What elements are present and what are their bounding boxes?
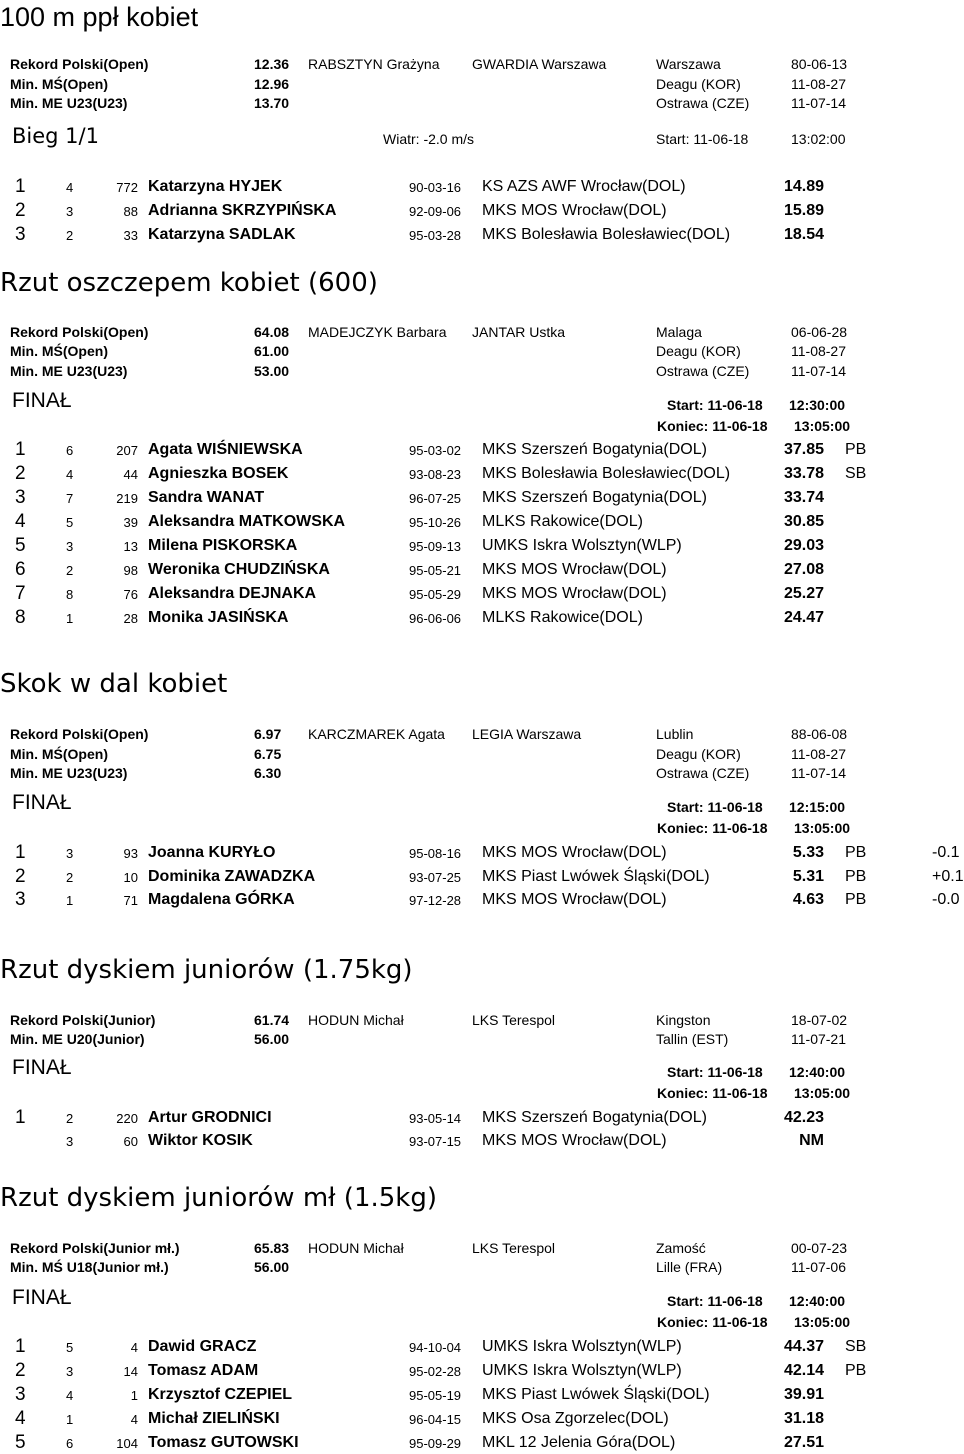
result-value: 5.33 xyxy=(792,844,824,861)
result-name: Tomasz ADAM xyxy=(148,1362,259,1379)
result-value: 18.54 xyxy=(783,226,824,243)
record-place: Zamość xyxy=(656,1240,706,1256)
result-lane: 2 xyxy=(66,870,74,885)
record-holder: RABSZTYN Grażyna xyxy=(308,56,440,72)
result-bib: 88 xyxy=(123,204,138,219)
result-dob: 96-04-15 xyxy=(409,1412,462,1427)
result-lane: 2 xyxy=(66,228,74,243)
result-club: UMKS Iskra Wolsztyn(WLP) xyxy=(482,1338,682,1355)
record-label: Min. ME U23(U23) xyxy=(10,95,128,111)
result-value: 27.08 xyxy=(783,561,824,578)
result-dob: 92-09-06 xyxy=(409,204,462,219)
result-bib: 28 xyxy=(123,611,138,626)
round-title: FINAŁ xyxy=(12,389,72,412)
record-date: 11-07-14 xyxy=(791,765,847,781)
result-value: 15.89 xyxy=(783,202,824,219)
result-lane: 1 xyxy=(66,893,74,908)
record-result: 6.30 xyxy=(254,765,282,781)
result-place: 2 xyxy=(15,463,26,484)
end-time: 13:05:00 xyxy=(794,1085,851,1101)
record-result: 12.36 xyxy=(254,56,290,72)
end-time: 13:05:00 xyxy=(794,820,851,836)
result-dob: 95-02-28 xyxy=(409,1364,462,1379)
record-holder: KARCZMAREK Agata xyxy=(308,726,445,742)
result-note: PB xyxy=(845,868,867,885)
result-name: Joanna KURYŁO xyxy=(148,844,276,861)
record-result: 6.97 xyxy=(254,726,282,742)
event-title: Rzut oszczepem kobiet (600) xyxy=(0,268,378,298)
result-dob: 95-09-29 xyxy=(409,1436,462,1451)
result-club: MKS Szerszeń Bogatynia(DOL) xyxy=(482,1109,707,1126)
result-lane: 1 xyxy=(66,1412,74,1427)
start-label: Start: 11-06-18 xyxy=(656,131,749,147)
round-title: FINAŁ xyxy=(12,1286,72,1309)
result-place: 2 xyxy=(15,1360,26,1381)
result-name: Magdalena GÓRKA xyxy=(148,891,295,908)
start-time: 12:15:00 xyxy=(789,799,846,815)
record-label: Rekord Polski(Open) xyxy=(10,726,149,742)
result-value: 14.89 xyxy=(783,178,824,195)
result-lane: 4 xyxy=(66,1388,74,1403)
result-bib: 220 xyxy=(116,1111,138,1126)
record-date: 11-07-21 xyxy=(791,1031,847,1047)
record-date: 11-07-14 xyxy=(791,95,847,111)
result-place: 5 xyxy=(15,535,26,556)
record-holder: HODUN Michał xyxy=(308,1240,404,1256)
record-place: Deagu (KOR) xyxy=(656,343,741,359)
result-dob: 94-10-04 xyxy=(409,1340,462,1355)
record-date: 11-08-27 xyxy=(791,343,847,359)
result-note: PB xyxy=(845,441,867,458)
result-place: 1 xyxy=(15,1336,26,1357)
start-time: 12:30:00 xyxy=(789,397,846,413)
record-label: Min. ME U23(U23) xyxy=(10,765,128,781)
result-bib: 33 xyxy=(123,228,138,243)
result-dob: 95-05-19 xyxy=(409,1388,462,1403)
result-club: MLKS Rakowice(DOL) xyxy=(482,513,643,530)
result-name: Milena PISKORSKA xyxy=(148,537,298,554)
result-club: MKS Szerszeń Bogatynia(DOL) xyxy=(482,489,707,506)
result-lane: 6 xyxy=(66,443,74,458)
end-label: Koniec: 11-06-18 xyxy=(657,418,768,434)
result-lane: 1 xyxy=(66,611,74,626)
result-club: UMKS Iskra Wolsztyn(WLP) xyxy=(482,537,682,554)
record-label: Min. MŚ U18(Junior mł.) xyxy=(10,1259,169,1275)
result-club: MKS Bolesławia Bolesławiec(DOL) xyxy=(482,226,731,243)
result-dob: 95-09-13 xyxy=(409,539,462,554)
record-date: 11-08-27 xyxy=(791,746,847,762)
end-label: Koniec: 11-06-18 xyxy=(657,1085,768,1101)
record-label: Min. MŚ(Open) xyxy=(10,76,108,92)
result-place: 2 xyxy=(15,866,26,887)
record-holder: HODUN Michał xyxy=(308,1012,404,1028)
round-title: FINAŁ xyxy=(12,1056,72,1079)
record-place: Deagu (KOR) xyxy=(656,76,741,92)
result-club: MKS MOS Wrocław(DOL) xyxy=(482,844,667,861)
result-bib: 1 xyxy=(130,1388,138,1403)
record-date: 06-06-28 xyxy=(791,324,848,340)
record-place: Deagu (KOR) xyxy=(656,746,741,762)
record-result: 12.96 xyxy=(254,76,290,92)
result-bib: 219 xyxy=(116,491,138,506)
result-lane: 6 xyxy=(66,1436,74,1451)
result-note: SB xyxy=(845,1338,867,1355)
result-dob: 95-03-28 xyxy=(409,228,462,243)
result-club: MKS Szerszeń Bogatynia(DOL) xyxy=(482,441,707,458)
end-time: 13:05:00 xyxy=(794,418,851,434)
result-lane: 3 xyxy=(66,1134,74,1149)
record-place: Ostrawa (CZE) xyxy=(656,363,750,379)
record-result: 65.83 xyxy=(254,1240,290,1256)
record-date: 18-07-02 xyxy=(791,1012,848,1028)
result-place: 4 xyxy=(15,511,26,532)
end-label: Koniec: 11-06-18 xyxy=(657,820,768,836)
result-name: Katarzyna SADLAK xyxy=(148,226,296,243)
record-result: 56.00 xyxy=(254,1031,290,1047)
result-dob: 95-05-29 xyxy=(409,587,462,602)
result-place: 7 xyxy=(15,583,26,604)
result-value: 27.51 xyxy=(783,1434,824,1451)
result-value: 33.78 xyxy=(783,465,824,482)
record-place: Warszawa xyxy=(656,56,721,72)
event-title: Rzut dyskiem juniorów (1.75kg) xyxy=(0,955,413,985)
result-wind: -0.1 xyxy=(932,844,960,861)
result-bib: 104 xyxy=(116,1436,138,1451)
result-dob: 97-12-28 xyxy=(409,893,462,908)
result-bib: 71 xyxy=(123,893,138,908)
result-name: Agnieszka BOSEK xyxy=(148,465,289,482)
result-wind: +0.1 xyxy=(932,868,964,885)
record-date: 00-07-23 xyxy=(791,1240,848,1256)
result-lane: 4 xyxy=(66,467,74,482)
record-date: 80-06-13 xyxy=(791,56,848,72)
start-label: Start: 11-06-18 xyxy=(667,1064,763,1080)
start-time: 12:40:00 xyxy=(789,1064,846,1080)
record-result: 53.00 xyxy=(254,363,290,379)
record-date: 11-07-14 xyxy=(791,363,847,379)
record-place: Malaga xyxy=(656,324,702,340)
result-lane: 4 xyxy=(66,180,74,195)
record-result: 61.00 xyxy=(254,343,290,359)
result-club: MKS Piast Lwówek Śląski(DOL) xyxy=(482,1386,710,1403)
record-label: Rekord Polski(Open) xyxy=(10,56,149,72)
record-club: LKS Terespol xyxy=(472,1240,556,1256)
result-name: Wiktor KOSIK xyxy=(148,1132,253,1149)
record-place: Lille (FRA) xyxy=(656,1259,723,1275)
result-bib: 4 xyxy=(130,1340,138,1355)
result-place: 5 xyxy=(15,1432,26,1453)
result-place: 3 xyxy=(15,1384,26,1405)
result-dob: 93-05-14 xyxy=(409,1111,462,1126)
result-place: 1 xyxy=(15,439,26,460)
record-result: 61.74 xyxy=(254,1012,290,1028)
result-place: 3 xyxy=(15,487,26,508)
result-lane: 5 xyxy=(66,1340,74,1355)
record-date: 11-07-06 xyxy=(791,1259,847,1275)
result-note: PB xyxy=(845,1362,867,1379)
record-result: 6.75 xyxy=(254,746,282,762)
record-label: Rekord Polski(Junior) xyxy=(10,1012,156,1028)
result-bib: 44 xyxy=(123,467,138,482)
record-place: Tallin (EST) xyxy=(656,1031,729,1047)
result-dob: 95-03-02 xyxy=(409,443,462,458)
result-value: 5.31 xyxy=(792,868,824,885)
record-place: Ostrawa (CZE) xyxy=(656,765,750,781)
event-title: Skok w dal kobiet xyxy=(0,669,228,699)
record-club: LEGIA Warszawa xyxy=(472,726,582,742)
result-name: Michał ZIELIŃSKI xyxy=(148,1410,280,1427)
start-label: Start: 11-06-18 xyxy=(667,397,763,413)
result-club: MKL 12 Jelenia Góra(DOL) xyxy=(482,1434,676,1451)
result-name: Agata WIŚNIEWSKA xyxy=(148,441,303,458)
result-bib: 772 xyxy=(116,180,138,195)
result-lane: 7 xyxy=(66,491,74,506)
result-bib: 93 xyxy=(123,846,138,861)
result-value: 44.37 xyxy=(783,1338,824,1355)
result-name: Adrianna SKRZYPIŃSKA xyxy=(148,202,337,219)
result-value: 33.74 xyxy=(783,489,824,506)
record-label: Min. MŚ(Open) xyxy=(10,343,108,359)
result-name: Krzysztof CZEPIEL xyxy=(148,1386,293,1403)
result-value: 42.23 xyxy=(783,1109,824,1126)
record-result: 56.00 xyxy=(254,1259,290,1275)
record-label: Min. ME U20(Junior) xyxy=(10,1031,145,1047)
start-label: Start: 11-06-18 xyxy=(667,1293,763,1309)
start-time: 12:40:00 xyxy=(789,1293,846,1309)
result-name: Tomasz GUTOWSKI xyxy=(148,1434,299,1451)
start-time: 13:02:00 xyxy=(791,131,846,147)
result-value: 29.03 xyxy=(783,537,824,554)
result-place: 3 xyxy=(15,224,26,245)
result-bib: 13 xyxy=(123,539,138,554)
result-dob: 93-08-23 xyxy=(409,467,462,482)
record-label: Rekord Polski(Open) xyxy=(10,324,149,340)
result-note: PB xyxy=(845,844,867,861)
result-club: MKS MOS Wrocław(DOL) xyxy=(482,202,667,219)
result-lane: 3 xyxy=(66,539,74,554)
result-name: Aleksandra MATKOWSKA xyxy=(148,513,346,530)
result-bib: 60 xyxy=(123,1134,138,1149)
result-value: 24.47 xyxy=(783,609,824,626)
record-date: 11-08-27 xyxy=(791,76,847,92)
result-value: 30.85 xyxy=(783,513,824,530)
record-place: Lublin xyxy=(656,726,694,742)
result-club: MLKS Rakowice(DOL) xyxy=(482,609,643,626)
event-title: Rzut dyskiem juniorów mł (1.5kg) xyxy=(0,1183,437,1213)
record-label: Min. ME U23(U23) xyxy=(10,363,128,379)
result-club: MKS MOS Wrocław(DOL) xyxy=(482,891,667,908)
record-club: JANTAR Ustka xyxy=(472,324,566,340)
result-dob: 90-03-16 xyxy=(409,180,462,195)
result-dob: 96-07-25 xyxy=(409,491,462,506)
result-bib: 207 xyxy=(116,443,138,458)
result-bib: 39 xyxy=(123,515,138,530)
result-club: MKS Piast Lwówek Śląski(DOL) xyxy=(482,868,710,885)
record-club: GWARDIA Warszawa xyxy=(472,56,607,72)
result-lane: 3 xyxy=(66,204,74,219)
end-label: Koniec: 11-06-18 xyxy=(657,1314,768,1330)
result-value: 4.63 xyxy=(792,891,824,908)
result-name: Artur GRODNICI xyxy=(148,1109,272,1126)
result-value: 39.91 xyxy=(783,1386,824,1403)
result-dob: 95-10-26 xyxy=(409,515,462,530)
record-place: Ostrawa (CZE) xyxy=(656,95,750,111)
result-value: NM xyxy=(799,1132,824,1149)
result-wind: -0.0 xyxy=(932,891,960,908)
end-time: 13:05:00 xyxy=(794,1314,851,1330)
result-bib: 98 xyxy=(123,563,138,578)
result-club: MKS MOS Wrocław(DOL) xyxy=(482,1132,667,1149)
result-place: 8 xyxy=(15,607,26,628)
result-bib: 10 xyxy=(123,870,138,885)
result-dob: 93-07-25 xyxy=(409,870,462,885)
result-club: MKS MOS Wrocław(DOL) xyxy=(482,585,667,602)
result-name: Dominika ZAWADZKA xyxy=(148,868,316,885)
result-name: Sandra WANAT xyxy=(148,489,265,506)
result-club: KS AZS AWF Wrocław(DOL) xyxy=(482,178,686,195)
record-holder: MADEJCZYK Barbara xyxy=(308,324,447,340)
result-lane: 3 xyxy=(66,846,74,861)
result-dob: 96-06-06 xyxy=(409,611,462,626)
result-name: Monika JASIŃSKA xyxy=(148,609,289,626)
result-lane: 2 xyxy=(66,1111,74,1126)
result-club: UMKS Iskra Wolsztyn(WLP) xyxy=(482,1362,682,1379)
record-result: 64.08 xyxy=(254,324,290,340)
round-title: Bieg 1/1 xyxy=(12,124,99,148)
result-name: Katarzyna HYJEK xyxy=(148,178,283,195)
result-place: 1 xyxy=(15,1107,26,1128)
record-club: LKS Terespol xyxy=(472,1012,556,1028)
result-dob: 95-05-21 xyxy=(409,563,462,578)
wind-info: Wiatr: -2.0 m/s xyxy=(383,131,475,147)
result-club: MKS MOS Wrocław(DOL) xyxy=(482,561,667,578)
result-place: 4 xyxy=(15,1408,26,1429)
round-title: FINAŁ xyxy=(12,791,72,814)
result-bib: 14 xyxy=(123,1364,138,1379)
result-place: 1 xyxy=(15,842,26,863)
result-place: 1 xyxy=(15,176,26,197)
record-label: Rekord Polski(Junior mł.) xyxy=(10,1240,180,1256)
record-date: 88-06-08 xyxy=(791,726,848,742)
result-name: Weronika CHUDZIŃSKA xyxy=(148,561,330,578)
result-dob: 93-07-15 xyxy=(409,1134,462,1149)
record-label: Min. MŚ(Open) xyxy=(10,746,108,762)
result-dob: 95-08-16 xyxy=(409,846,462,861)
result-name: Aleksandra DEJNAKA xyxy=(148,585,317,602)
result-lane: 3 xyxy=(66,1364,74,1379)
result-note: SB xyxy=(845,465,867,482)
result-value: 31.18 xyxy=(783,1410,824,1427)
record-place: Kingston xyxy=(656,1012,711,1028)
result-place: 2 xyxy=(15,200,26,221)
result-place: 6 xyxy=(15,559,26,580)
result-value: 25.27 xyxy=(783,585,824,602)
result-club: MKS Bolesławia Bolesławiec(DOL) xyxy=(482,465,731,482)
result-lane: 2 xyxy=(66,563,74,578)
result-value: 37.85 xyxy=(783,441,824,458)
start-label: Start: 11-06-18 xyxy=(667,799,763,815)
event-title: 100 m ppł kobiet xyxy=(0,2,199,32)
result-place: 3 xyxy=(15,889,26,910)
result-name: Dawid GRACZ xyxy=(148,1338,257,1355)
record-result: 13.70 xyxy=(254,95,290,111)
result-lane: 5 xyxy=(66,515,74,530)
result-note: PB xyxy=(845,891,867,908)
result-value: 42.14 xyxy=(783,1362,824,1379)
result-bib: 76 xyxy=(123,587,138,602)
result-bib: 4 xyxy=(130,1412,138,1427)
result-lane: 8 xyxy=(66,587,74,602)
result-club: MKS Osa Zgorzelec(DOL) xyxy=(482,1410,669,1427)
